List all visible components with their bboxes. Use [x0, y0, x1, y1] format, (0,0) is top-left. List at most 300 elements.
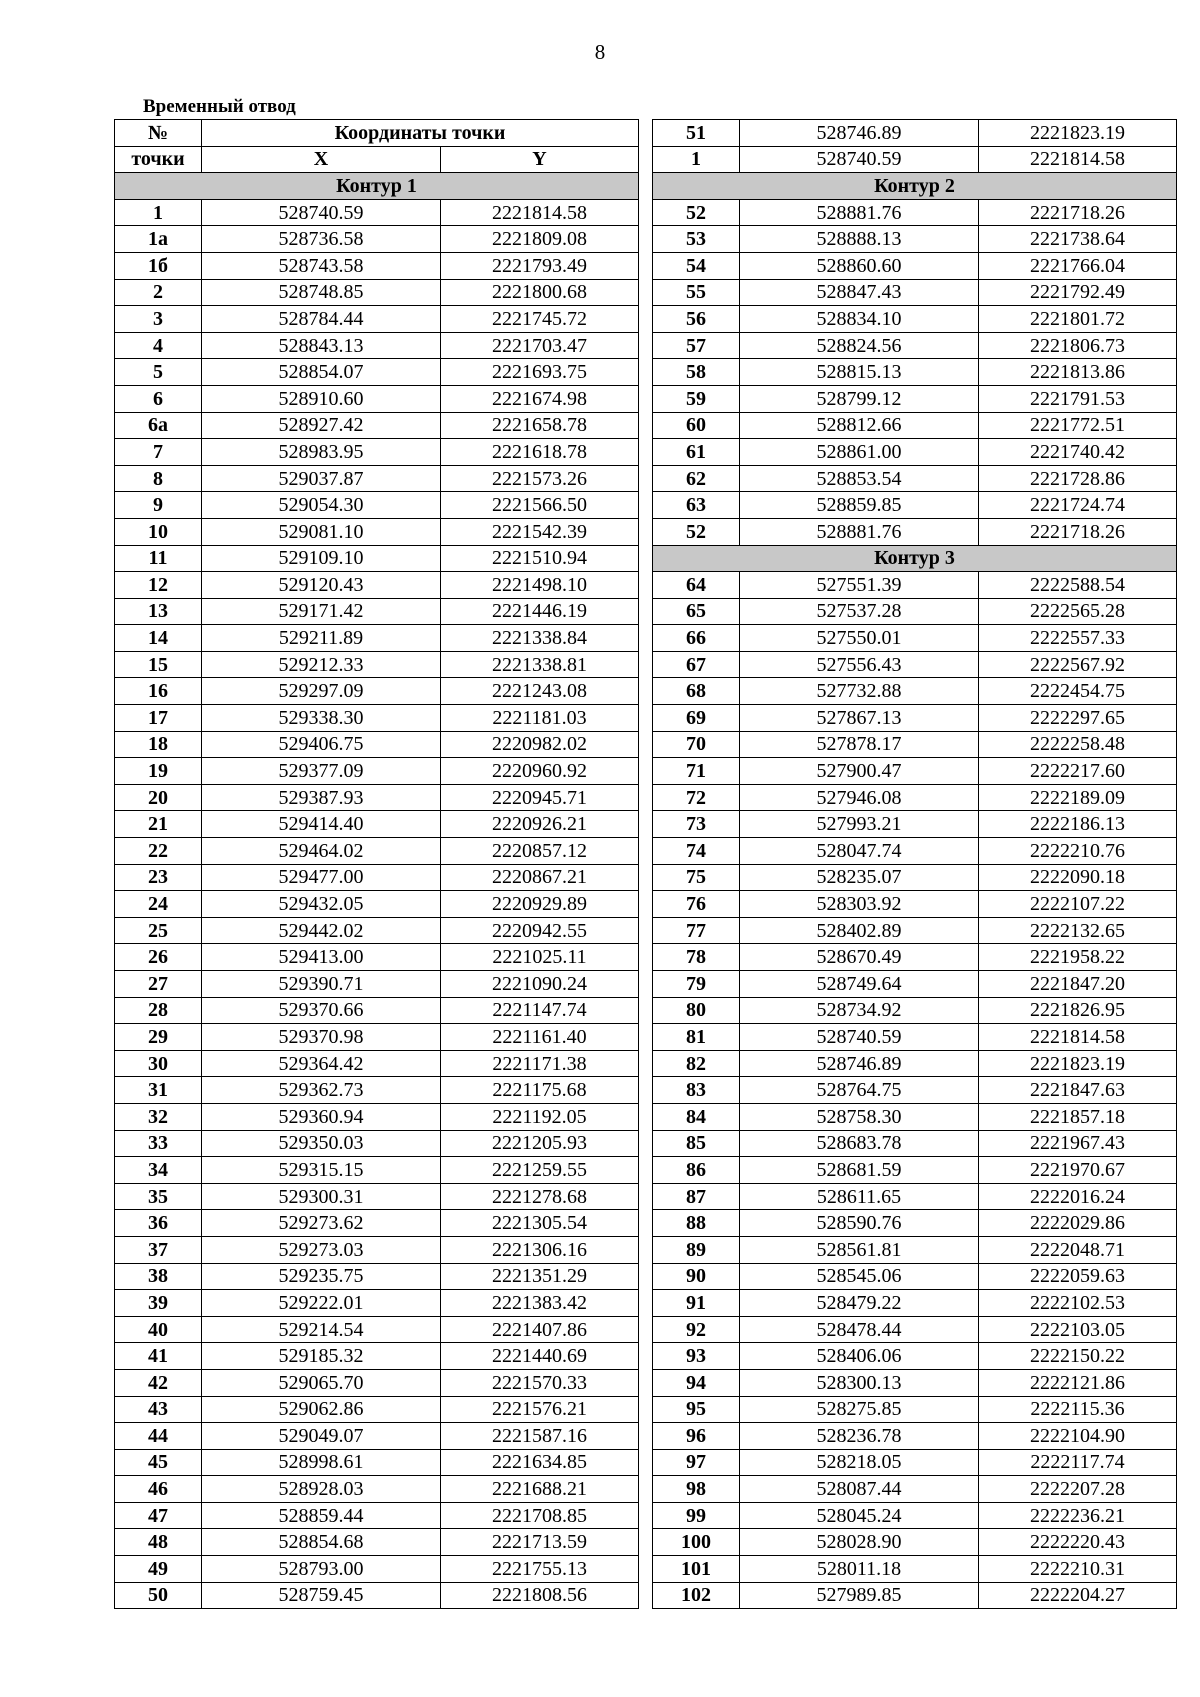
- y-coordinate: 2221181.03: [441, 705, 639, 732]
- point-number: 9: [115, 492, 202, 519]
- point-number: 68: [653, 678, 740, 705]
- point-number-header-line2: точки: [115, 146, 202, 173]
- y-coordinate: 2221847.63: [979, 1077, 1177, 1104]
- y-coordinate: 2221718.26: [979, 199, 1177, 226]
- point-number: 14: [115, 625, 202, 652]
- x-coordinate: 527878.17: [740, 731, 979, 758]
- x-coordinate: 528859.44: [202, 1502, 441, 1529]
- right-table-body: [653, 120, 1177, 1609]
- point-number: 92: [653, 1316, 740, 1343]
- x-coordinate: 528748.85: [202, 279, 441, 306]
- table-row: [115, 1423, 639, 1450]
- y-coordinate: 2221175.68: [441, 1077, 639, 1104]
- x-coordinate: 529062.86: [202, 1396, 441, 1423]
- table-row: [653, 891, 1177, 918]
- point-number: 10: [115, 518, 202, 545]
- y-coordinate: 2220926.21: [441, 811, 639, 838]
- table-row: [653, 1130, 1177, 1157]
- point-number: 80: [653, 997, 740, 1024]
- table-row: [653, 758, 1177, 785]
- x-coordinate: 529377.09: [202, 758, 441, 785]
- point-number: 50: [115, 1582, 202, 1609]
- table-row: [115, 625, 639, 652]
- point-number: 1а: [115, 226, 202, 253]
- point-number: 98: [653, 1476, 740, 1503]
- y-coordinate: 2222117.74: [979, 1449, 1177, 1476]
- x-coordinate: 529214.54: [202, 1316, 441, 1343]
- x-coordinate: 529212.33: [202, 651, 441, 678]
- x-coordinate: 527732.88: [740, 678, 979, 705]
- y-coordinate: 2222103.05: [979, 1316, 1177, 1343]
- x-coordinate: 529387.93: [202, 784, 441, 811]
- x-coordinate: 528815.13: [740, 359, 979, 386]
- document-title: Временный отвод: [143, 96, 296, 117]
- x-coordinate: 529185.32: [202, 1343, 441, 1370]
- y-coordinate: 2221738.64: [979, 226, 1177, 253]
- x-coordinate: 528479.22: [740, 1290, 979, 1317]
- point-number: 79: [653, 971, 740, 998]
- y-coordinate: 2222588.54: [979, 572, 1177, 599]
- point-number: 18: [115, 731, 202, 758]
- y-coordinate: 2221755.13: [441, 1556, 639, 1583]
- point-number: 59: [653, 385, 740, 412]
- point-number: 64: [653, 572, 740, 599]
- table-row: [653, 1077, 1177, 1104]
- x-coordinate: 528834.10: [740, 306, 979, 333]
- x-coordinate: 528854.68: [202, 1529, 441, 1556]
- table-row: [115, 1502, 639, 1529]
- y-coordinate: 2221407.86: [441, 1316, 639, 1343]
- table-row: [115, 944, 639, 971]
- x-coordinate: 529370.66: [202, 997, 441, 1024]
- point-number: 23: [115, 864, 202, 891]
- table-row: [653, 1290, 1177, 1317]
- table-row: [653, 385, 1177, 412]
- point-number: 87: [653, 1183, 740, 1210]
- x-coordinate: 528734.92: [740, 997, 979, 1024]
- table-row: [653, 1316, 1177, 1343]
- x-coordinate: 529338.30: [202, 705, 441, 732]
- y-coordinate: 2221814.58: [979, 146, 1177, 173]
- x-coordinate: 527993.21: [740, 811, 979, 838]
- point-number: 5: [115, 359, 202, 386]
- table-row: [653, 412, 1177, 439]
- table-row: [653, 1369, 1177, 1396]
- table-row: [115, 891, 639, 918]
- point-number: 32: [115, 1103, 202, 1130]
- x-coordinate: 528881.76: [740, 199, 979, 226]
- point-number: 70: [653, 731, 740, 758]
- contour-label: Контур 1: [115, 173, 639, 200]
- x-coordinate: 529222.01: [202, 1290, 441, 1317]
- point-number: 12: [115, 572, 202, 599]
- table-row: [115, 1529, 639, 1556]
- point-number: 19: [115, 758, 202, 785]
- point-number: 91: [653, 1290, 740, 1317]
- point-number: 53: [653, 226, 740, 253]
- table-row: [653, 1502, 1177, 1529]
- x-coordinate: 528927.42: [202, 412, 441, 439]
- point-number: 93: [653, 1343, 740, 1370]
- table-row: [115, 1210, 639, 1237]
- table-row: [115, 1449, 639, 1476]
- table-row: [115, 279, 639, 306]
- table-row: [653, 226, 1177, 253]
- y-coordinate: 2221808.56: [441, 1582, 639, 1609]
- y-coordinate: 2221792.49: [979, 279, 1177, 306]
- y-coordinate: 2222132.65: [979, 917, 1177, 944]
- y-coordinate: 2221305.54: [441, 1210, 639, 1237]
- y-coordinate: 2221967.43: [979, 1130, 1177, 1157]
- table-row: [653, 944, 1177, 971]
- y-coordinate: 2221847.20: [979, 971, 1177, 998]
- table-row: [115, 199, 639, 226]
- x-coordinate: 529350.03: [202, 1130, 441, 1157]
- point-number: 15: [115, 651, 202, 678]
- table-row: [653, 838, 1177, 865]
- x-coordinate: 529235.75: [202, 1263, 441, 1290]
- table-row: [115, 758, 639, 785]
- point-number: 54: [653, 252, 740, 279]
- x-coordinate: 528743.58: [202, 252, 441, 279]
- point-number: 52: [653, 518, 740, 545]
- x-coordinate: 528859.85: [740, 492, 979, 519]
- y-coordinate: 2221161.40: [441, 1024, 639, 1051]
- y-coordinate: 2221573.26: [441, 465, 639, 492]
- table-row: [653, 465, 1177, 492]
- y-coordinate: 2221688.21: [441, 1476, 639, 1503]
- y-coordinate: 2220960.92: [441, 758, 639, 785]
- table-row: [115, 917, 639, 944]
- point-number: 4: [115, 332, 202, 359]
- table-row: [115, 731, 639, 758]
- y-coordinate: 2222059.63: [979, 1263, 1177, 1290]
- y-coordinate: 2221766.04: [979, 252, 1177, 279]
- header-row-2: [115, 146, 639, 173]
- table-row: [653, 1582, 1177, 1609]
- table-row: [653, 146, 1177, 173]
- table-row: [115, 226, 639, 253]
- table-row: [115, 838, 639, 865]
- y-coordinate: 2222565.28: [979, 598, 1177, 625]
- x-coordinate: 528928.03: [202, 1476, 441, 1503]
- x-coordinate: 528888.13: [740, 226, 979, 253]
- table-row: [115, 864, 639, 891]
- point-number: 27: [115, 971, 202, 998]
- y-coordinate: 2222297.65: [979, 705, 1177, 732]
- table-row: [115, 784, 639, 811]
- left-table-body: [115, 173, 639, 1609]
- y-coordinate: 2221718.26: [979, 518, 1177, 545]
- x-coordinate: 529037.87: [202, 465, 441, 492]
- table-row: [115, 705, 639, 732]
- point-number: 51: [653, 120, 740, 147]
- y-coordinate: 2222150.22: [979, 1343, 1177, 1370]
- point-number: 37: [115, 1236, 202, 1263]
- point-number: 88: [653, 1210, 740, 1237]
- x-coordinate: 528681.59: [740, 1157, 979, 1184]
- x-coordinate: 528545.06: [740, 1263, 979, 1290]
- y-coordinate: 2222186.13: [979, 811, 1177, 838]
- y-coordinate: 2221440.69: [441, 1343, 639, 1370]
- x-coordinate: 529406.75: [202, 731, 441, 758]
- x-coordinate: 528218.05: [740, 1449, 979, 1476]
- y-coordinate: 2221740.42: [979, 439, 1177, 466]
- y-coordinate: 2220982.02: [441, 731, 639, 758]
- table-row: [115, 1582, 639, 1609]
- table-row: [115, 1316, 639, 1343]
- y-coordinate: 2221090.24: [441, 971, 639, 998]
- table-row: [115, 1050, 639, 1077]
- y-coordinate: 2222115.36: [979, 1396, 1177, 1423]
- point-number: 34: [115, 1157, 202, 1184]
- table-row: [115, 651, 639, 678]
- y-coordinate: 2221724.74: [979, 492, 1177, 519]
- y-coordinate: 2221814.58: [441, 199, 639, 226]
- x-coordinate: 528812.66: [740, 412, 979, 439]
- table-row: [653, 518, 1177, 545]
- table-row: [115, 439, 639, 466]
- table-row: [653, 1157, 1177, 1184]
- y-coordinate: 2222104.90: [979, 1423, 1177, 1450]
- y-coordinate: 2222557.33: [979, 625, 1177, 652]
- y-coordinate: 2220857.12: [441, 838, 639, 865]
- x-coordinate: 528758.30: [740, 1103, 979, 1130]
- table-row: [115, 1103, 639, 1130]
- coordinates-table-right: [652, 119, 1177, 1609]
- x-coordinate: 527550.01: [740, 625, 979, 652]
- x-coordinate: 529464.02: [202, 838, 441, 865]
- x-coordinate: 528045.24: [740, 1502, 979, 1529]
- table-row: [115, 1396, 639, 1423]
- x-coordinate: 529081.10: [202, 518, 441, 545]
- x-coordinate: 528746.89: [740, 120, 979, 147]
- y-coordinate: 2221823.19: [979, 120, 1177, 147]
- point-number: 84: [653, 1103, 740, 1130]
- table-row: [115, 1369, 639, 1396]
- table-row: [653, 1556, 1177, 1583]
- x-coordinate: 529054.30: [202, 492, 441, 519]
- table-row: [653, 359, 1177, 386]
- point-number: 39: [115, 1290, 202, 1317]
- table-row: [653, 864, 1177, 891]
- x-coordinate: 528478.44: [740, 1316, 979, 1343]
- table-row: [653, 252, 1177, 279]
- table-row: [653, 784, 1177, 811]
- x-coordinate: 528670.49: [740, 944, 979, 971]
- x-coordinate: 528983.95: [202, 439, 441, 466]
- point-number: 1б: [115, 252, 202, 279]
- table-row: [115, 465, 639, 492]
- table-row: [115, 385, 639, 412]
- table-row: [115, 412, 639, 439]
- x-coordinate: 529120.43: [202, 572, 441, 599]
- point-number: 43: [115, 1396, 202, 1423]
- y-coordinate: 2221587.16: [441, 1423, 639, 1450]
- point-number: 49: [115, 1556, 202, 1583]
- point-number: 89: [653, 1236, 740, 1263]
- y-coordinate: 2222567.92: [979, 651, 1177, 678]
- x-coordinate: 528881.76: [740, 518, 979, 545]
- x-coordinate: 528590.76: [740, 1210, 979, 1237]
- point-number: 97: [653, 1449, 740, 1476]
- point-number: 25: [115, 917, 202, 944]
- table-row: [653, 1236, 1177, 1263]
- x-coordinate: 529300.31: [202, 1183, 441, 1210]
- x-coordinate: 529273.03: [202, 1236, 441, 1263]
- y-coordinate: 2221634.85: [441, 1449, 639, 1476]
- x-coordinate: 528910.60: [202, 385, 441, 412]
- y-coordinate: 2221958.22: [979, 944, 1177, 971]
- point-number: 102: [653, 1582, 740, 1609]
- point-number: 76: [653, 891, 740, 918]
- x-coordinate: 528746.89: [740, 1050, 979, 1077]
- y-coordinate: 2221243.08: [441, 678, 639, 705]
- x-coordinate: 528784.44: [202, 306, 441, 333]
- y-coordinate: 2221806.73: [979, 332, 1177, 359]
- point-number: 72: [653, 784, 740, 811]
- y-coordinate: 2221498.10: [441, 572, 639, 599]
- x-coordinate: 527946.08: [740, 784, 979, 811]
- table-row: [115, 306, 639, 333]
- y-coordinate: 2221745.72: [441, 306, 639, 333]
- point-number: 46: [115, 1476, 202, 1503]
- table-row: [653, 439, 1177, 466]
- y-coordinate: 2220929.89: [441, 891, 639, 918]
- point-number: 48: [115, 1529, 202, 1556]
- y-coordinate: 2221351.29: [441, 1263, 639, 1290]
- point-number: 41: [115, 1343, 202, 1370]
- x-coordinate: 529171.42: [202, 598, 441, 625]
- point-number: 38: [115, 1263, 202, 1290]
- point-number: 36: [115, 1210, 202, 1237]
- table-row: [115, 598, 639, 625]
- x-coordinate: 528860.60: [740, 252, 979, 279]
- x-coordinate: 529390.71: [202, 971, 441, 998]
- point-number: 1: [653, 146, 740, 173]
- y-coordinate: 2222217.60: [979, 758, 1177, 785]
- x-coordinate: 528749.64: [740, 971, 979, 998]
- table-row: [115, 1290, 639, 1317]
- point-number: 30: [115, 1050, 202, 1077]
- table-row: [653, 651, 1177, 678]
- x-coordinate: 527900.47: [740, 758, 979, 785]
- y-coordinate: 2220942.55: [441, 917, 639, 944]
- x-coordinate: 527551.39: [740, 572, 979, 599]
- x-coordinate: 528843.13: [202, 332, 441, 359]
- y-header: Y: [441, 146, 639, 173]
- x-coordinate: 528028.90: [740, 1529, 979, 1556]
- table-row: [115, 1024, 639, 1051]
- point-number: 100: [653, 1529, 740, 1556]
- x-coordinate: 529273.62: [202, 1210, 441, 1237]
- x-coordinate: 529297.09: [202, 678, 441, 705]
- y-coordinate: 2221576.21: [441, 1396, 639, 1423]
- table-row: [115, 1157, 639, 1184]
- table-row: [653, 678, 1177, 705]
- y-coordinate: 2221192.05: [441, 1103, 639, 1130]
- table-row: [653, 120, 1177, 147]
- x-coordinate: 528764.75: [740, 1077, 979, 1104]
- table-row: [115, 1476, 639, 1503]
- point-number: 56: [653, 306, 740, 333]
- y-coordinate: 2221658.78: [441, 412, 639, 439]
- table-row: [653, 1024, 1177, 1051]
- y-coordinate: 2221025.11: [441, 944, 639, 971]
- x-coordinate: 527537.28: [740, 598, 979, 625]
- x-coordinate: 528235.07: [740, 864, 979, 891]
- point-number: 83: [653, 1077, 740, 1104]
- y-coordinate: 2221693.75: [441, 359, 639, 386]
- x-coordinate: 528799.12: [740, 385, 979, 412]
- point-number: 77: [653, 917, 740, 944]
- point-number: 20: [115, 784, 202, 811]
- point-number: 47: [115, 1502, 202, 1529]
- table-row: [653, 598, 1177, 625]
- y-coordinate: 2222210.31: [979, 1556, 1177, 1583]
- point-number: 74: [653, 838, 740, 865]
- table-row: [115, 1130, 639, 1157]
- point-number: 73: [653, 811, 740, 838]
- point-number: 31: [115, 1077, 202, 1104]
- table-row: [653, 572, 1177, 599]
- x-coordinate: 528236.78: [740, 1423, 979, 1450]
- y-coordinate: 2221823.19: [979, 1050, 1177, 1077]
- point-number: 16: [115, 678, 202, 705]
- point-number: 55: [653, 279, 740, 306]
- x-coordinate: 528740.59: [740, 1024, 979, 1051]
- y-coordinate: 2221970.67: [979, 1157, 1177, 1184]
- x-coordinate: 529049.07: [202, 1423, 441, 1450]
- y-coordinate: 2221338.84: [441, 625, 639, 652]
- x-coordinate: 528740.59: [740, 146, 979, 173]
- table-row: [653, 1529, 1177, 1556]
- table-row: [653, 731, 1177, 758]
- table-row: [115, 545, 639, 572]
- point-number: 42: [115, 1369, 202, 1396]
- table-row: [115, 1236, 639, 1263]
- y-coordinate: 2222189.09: [979, 784, 1177, 811]
- x-coordinate: 528824.56: [740, 332, 979, 359]
- x-coordinate: 528275.85: [740, 1396, 979, 1423]
- y-coordinate: 2221813.86: [979, 359, 1177, 386]
- point-number: 69: [653, 705, 740, 732]
- point-number: 29: [115, 1024, 202, 1051]
- point-number: 6а: [115, 412, 202, 439]
- x-coordinate: 528611.65: [740, 1183, 979, 1210]
- y-coordinate: 2222121.86: [979, 1369, 1177, 1396]
- x-coordinate: 528740.59: [202, 199, 441, 226]
- point-number: 66: [653, 625, 740, 652]
- y-coordinate: 2221809.08: [441, 226, 639, 253]
- x-coordinate: 528861.00: [740, 439, 979, 466]
- x-coordinate: 528736.58: [202, 226, 441, 253]
- point-number: 40: [115, 1316, 202, 1343]
- table-row: [653, 199, 1177, 226]
- table-row: [653, 917, 1177, 944]
- y-coordinate: 2222258.48: [979, 731, 1177, 758]
- y-coordinate: 2221566.50: [441, 492, 639, 519]
- x-coordinate: 529442.02: [202, 917, 441, 944]
- table-row: [653, 279, 1177, 306]
- y-coordinate: 2222048.71: [979, 1236, 1177, 1263]
- table-row: [653, 1423, 1177, 1450]
- x-coordinate: 528087.44: [740, 1476, 979, 1503]
- point-number: 2: [115, 279, 202, 306]
- y-coordinate: 2221801.72: [979, 306, 1177, 333]
- coordinates-header: Координаты точки: [202, 120, 639, 147]
- point-number: 94: [653, 1369, 740, 1396]
